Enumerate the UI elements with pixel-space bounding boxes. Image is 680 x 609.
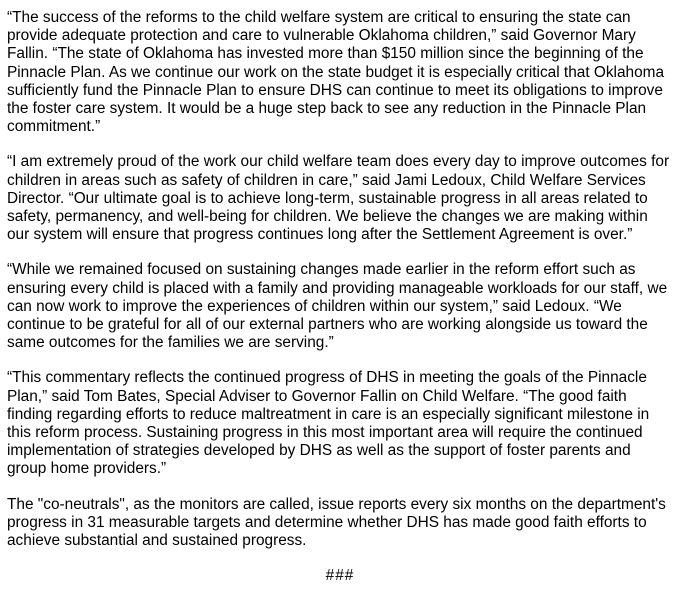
press-release-body — [7, 9, 673, 585]
paragraph-bates-quote: “This commentary reflects the continued progress of DHS in meeting the goals of the Pinnacle Plan,” said Tom Bates, Special Adviser to Governor Fallin on Child Welfare. “The good faith finding regarding efforts to reduce maltreatment in care is an especially significant milestone in this reform process. Sustaining progress in this most important area will require the continued implementation of strategies developed by DHS as well as the support of foster parents and group home providers.” — [7, 369, 650, 478]
paragraph-ledoux-followup: “While we remained focused on sustaining changes made earlier in the reform effort such as ensuring every child is placed with a family and providing manageable workloads for our staff, we can now work to improve the experiences of children within our system,” said Ledoux. “We continue to be grateful for all of our external partners who are working alongside us toward the same outcomes for the families we are serving.” — [7, 261, 668, 352]
paragraph-co-neutrals: The "co-neutrals", as the monitors are called, issue reports every six months on the department's progress in 31 measurable targets and determine whether DHS has made good faith efforts to achieve substantial and sustained progress. — [7, 495, 666, 550]
paragraph-ledoux-quote: “I am extremely proud of the work our child welfare team does every day to improve outcomes for children in areas such as safety of children in care,” said Jami Ledoux, Child Welfare Services Director. “Our ultimate goal is to achieve long-term, sustainable progress in all areas related to safety, permanency, and well-being for children. We believe the changes we are making within our system will ensure that progress continues long after the Settlement Agreement is over.” — [7, 153, 670, 244]
paragraph-governor-quote: “The success of the reforms to the child welfare system are critical to ensuring the state can provide adequate protection and care to vulnerable Oklahoma children,” said Governor Mary Fallin. “The state of Oklahoma has invested more than $150 million since the beginning of the Pinnacle Plan. As we continue our work on the state budget it is especially critical that Oklahoma sufficiently fund the Pinnacle Plan to ensure DHS can continue to meet its obligations to improve the foster care system. It would be a huge step back to see any reduction in the Pinnacle Plan commitment.” — [7, 9, 665, 136]
end-mark: ### — [325, 567, 355, 585]
